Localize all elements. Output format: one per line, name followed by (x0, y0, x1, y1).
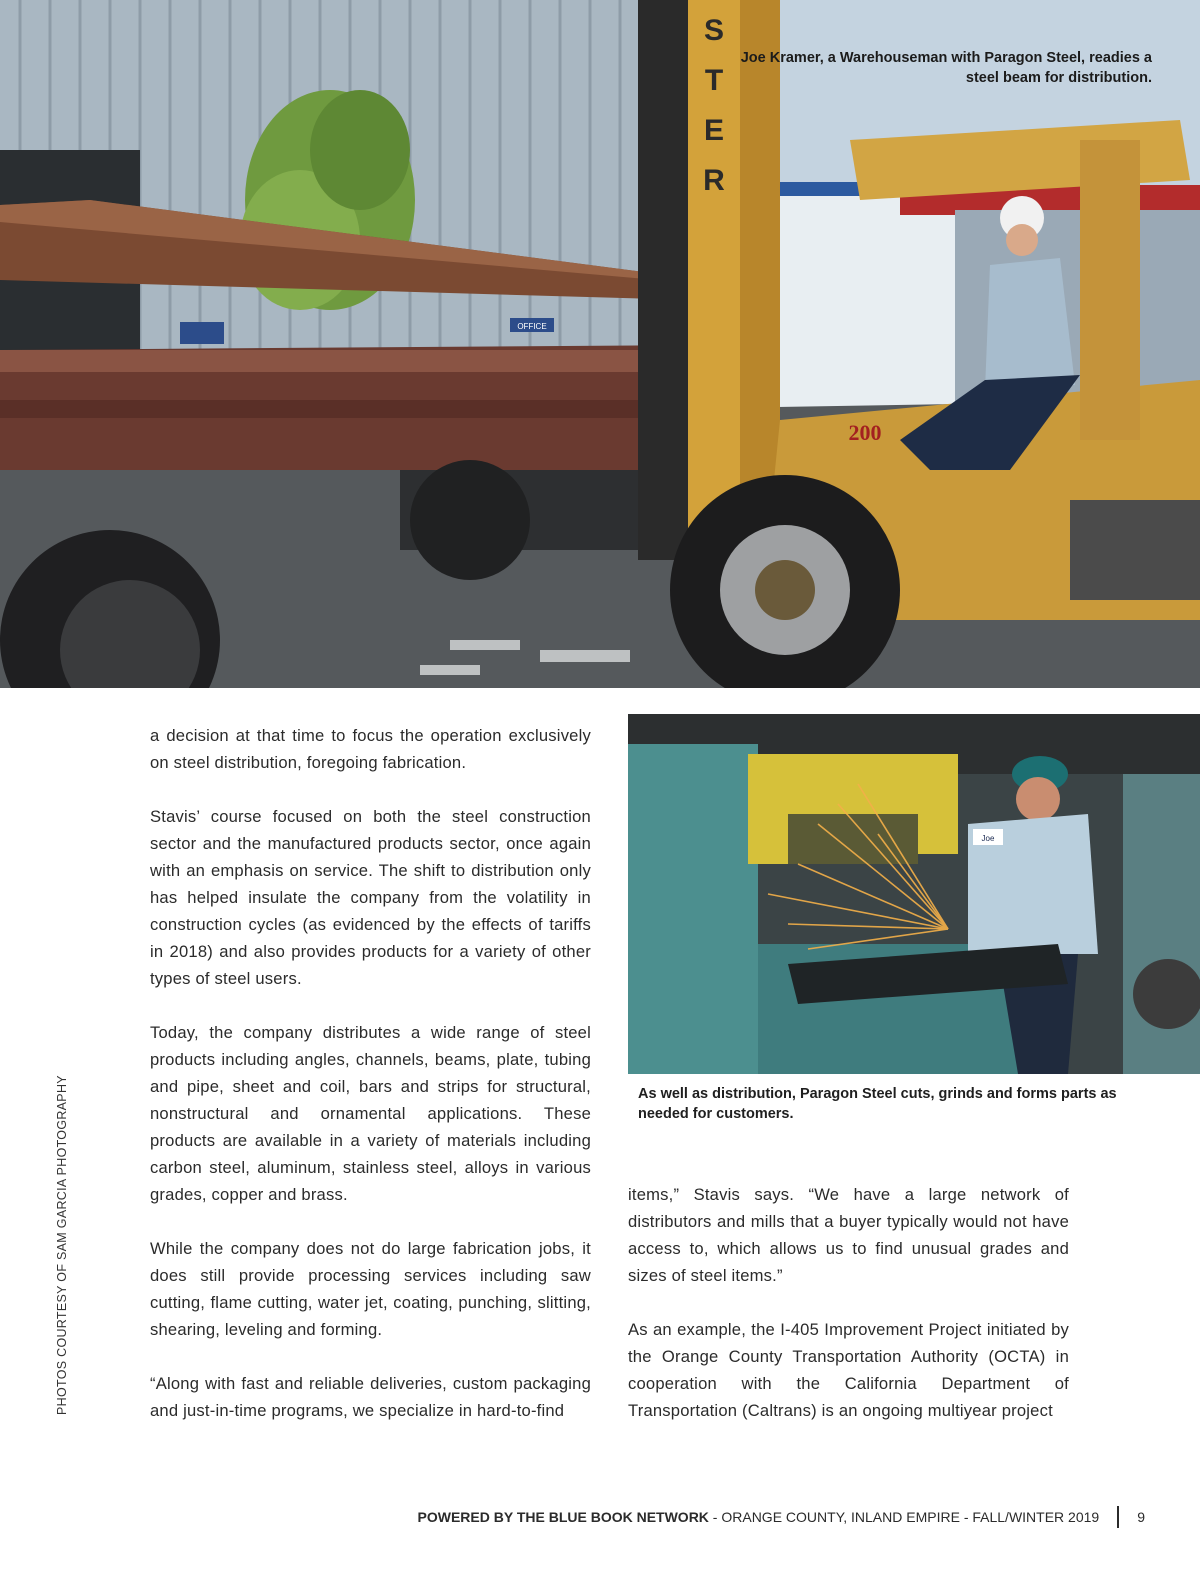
mast-letter-r: R (703, 164, 725, 197)
inset-photo-illustration (628, 714, 1200, 1074)
inset-caption: As well as distribution, Paragon Steel cuts, grinds and forms parts as needed for customers. (638, 1086, 1117, 1122)
footer-edition: - ORANGE COUNTY, INLAND EMPIRE - FALL/WINTER 2019 (708, 1509, 1100, 1525)
forklift-number: 200 (848, 420, 882, 445)
page-number: 9 (1137, 1509, 1145, 1525)
paragraph: While the company does not do large fabrication jobs, it does still provide processing services including saw cutting, flame cutting, water jet, coating, punching, slitting, shearing, leveling and forming. (150, 1239, 591, 1339)
paragraph: a decision at that time to focus the operation exclusively on steel distribution, foregoing fabrication. (150, 726, 591, 772)
mast-letter-e: E (703, 114, 725, 147)
photo-credit: PHOTOS COURTESY OF SAM GARCIA PHOTOGRAPHY (55, 1075, 69, 1415)
inset-photo (628, 714, 1200, 1074)
hero-caption: Joe Kramer, a Warehouseman with Paragon Steel, readies a steel beam for distribution. (740, 50, 1152, 86)
page-footer (418, 1506, 1146, 1528)
article-column-right (628, 1181, 1069, 1451)
paragraph: Today, the company distributes a wide range of steel products including angles, channels, beams, plate, tubing and pipe, sheet and coil, bars and strips for structural, nonstructural and ornamental applications. These products are available in a variety of materials including carbon steel, aluminum, stainless steel, alloys in various grades, copper and brass. (150, 1023, 591, 1204)
mast-letter-s: S (703, 14, 725, 47)
sign-office: OFFICE (517, 322, 547, 331)
article-column-left (150, 722, 591, 1451)
footer-divider (1117, 1506, 1119, 1528)
name-tag: Joe (981, 834, 995, 843)
hero-photo (0, 0, 1200, 688)
footer-brand: POWERED BY THE BLUE BOOK NETWORK (417, 1509, 709, 1525)
paragraph: “Along with fast and reliable deliveries, custom packaging and just-in-time programs, we specialize in hard-to-find (150, 1374, 591, 1420)
paragraph: items,” Stavis says. “We have a large network of distributors and mills that a buyer typically would not have access to, which allows us to find unusual grades and sizes of steel items.” (628, 1185, 1069, 1285)
paragraph: Stavis’ course focused on both the steel construction sector and the manufactured products sector, once again with an emphasis on service. The shift to distribution only has helped insulate the company from the volatility in construction cycles (as evidenced by the effects of tariffs in 2018) and also provides products for a variety of other types of steel users. (150, 807, 591, 988)
mast-letter-t: T (704, 64, 724, 97)
paragraph: As an example, the I-405 Improvement Project initiated by the Orange County Transportation Authority (OCTA) in cooperation with the California Department of Transportation (Caltrans) is an ongoing multiyear project (628, 1320, 1069, 1420)
hero-photo-illustration (0, 0, 1200, 688)
